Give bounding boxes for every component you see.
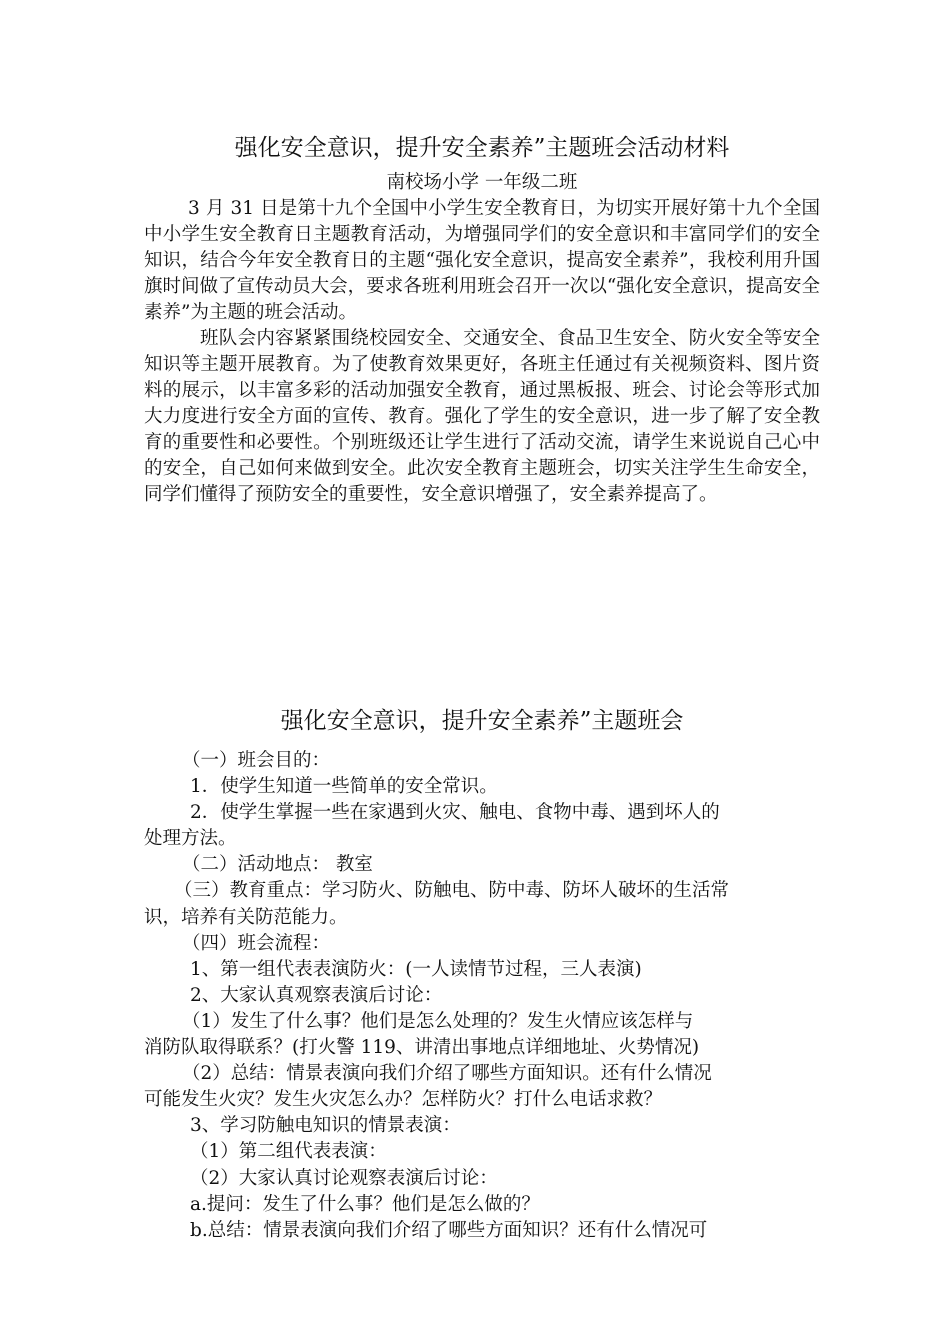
flow-step-2-item-1-cont: 消防队取得联系？(打火警 119、讲清出事地点详细地址、火势情况) [144, 1037, 700, 1059]
flow-step-2-item-1: （1）发生了什么事？他们是怎么处理的？发生火情应该怎样与 [182, 1010, 694, 1032]
section2-content [144, 748, 820, 1244]
section1-paragraph-1: 3 月 31 日是第十九个全国中小学生安全教育日，为切实开展好第十九个全国中小学生安全教育日主题教育活动，为增强同学们的安全意识和丰富同学们的安全知识，结合今年安全教育日的主题“强化安全意识，提高安全素养”，我校利用升国旗时间做了宣传动员大会，要求各班利用班会召开一次以“强化安全意识，提高安全素养”为主题的班会活动。 [144, 198, 820, 323]
purpose-item-2-cont: 处理方法。 [144, 828, 237, 850]
flow-step-1: 1、第一组代表表演防火：(一人读情节过程，三人表演) [190, 958, 642, 980]
flow-step-3-item-a: a.提问：发生了什么事？他们是怎么做的？ [190, 1193, 540, 1215]
section1-paragraph-2: 班队会内容紧紧围绕校园安全、交通安全、食品卫生安全、防火安全等安全知识等主题开展教育。为了使教育效果更好，各班主任通过有关视频资料、图片资料的展示，以丰富多彩的活动加强安全教育，通过黑板报、班会、讨论会等形式加大力度进行安全方面的宣传、教育。强化了学生的安全意识，进一步了解了安全教育的重要性和必要性。个别班级还让学生进行了活动交流，请学生来说说自己心中的安全，自己如何来做到安全。此次安全教育主题班会，切实关注学生生命安全，同学们懂得了预防安全的重要性，安全意识增强了，安全素养提高了。 [144, 328, 820, 505]
purpose-item-2: 2．使学生掌握一些在家遇到火灾、触电、食物中毒、遇到坏人的 [190, 802, 720, 824]
flow-step-3-item-b: b.总结：情景表演向我们介绍了哪些方面知识？还有什么情况可 [190, 1219, 708, 1241]
education-focus: （三）教育重点：学习防火、防触电、防中毒、防坏人破坏的生活常 [174, 880, 730, 902]
section1-title: 强化安全意识，提升安全素养”主题班会活动材料 [234, 135, 730, 161]
flow-step-2-item-2-cont: 可能发生火灾？发生火灾怎么办？怎样防火？打什么电话求救？ [144, 1089, 663, 1111]
flow-step-2: 2、大家认真观察表演后讨论： [190, 984, 443, 1006]
flow-step-3-item-2: （2）大家认真讨论观察表演后讨论： [190, 1167, 498, 1189]
meeting-flow-heading: （四）班会流程： [182, 932, 331, 954]
flow-step-3-item-1: （1）第二组代表表演： [190, 1141, 387, 1163]
section1-subtitle: 南校场小学 一年级二班 [386, 172, 578, 193]
section-activity-material [144, 133, 820, 508]
section-class-meeting [144, 706, 820, 1244]
section2-title: 强化安全意识，提升安全素养”主题班会 [280, 708, 684, 734]
activity-location: （二）活动地点： 教室 [182, 854, 373, 876]
education-focus-cont: 识，培养有关防范能力。 [144, 906, 348, 928]
meeting-purpose-heading: （一）班会目的： [182, 750, 331, 771]
flow-step-2-item-2: （2）总结：情景表演向我们介绍了哪些方面知识。还有什么情况 [182, 1063, 712, 1085]
flow-step-3: 3、学习防触电知识的情景表演： [190, 1115, 461, 1137]
purpose-item-1: 1．使学生知道一些简单的安全常识。 [190, 776, 498, 798]
